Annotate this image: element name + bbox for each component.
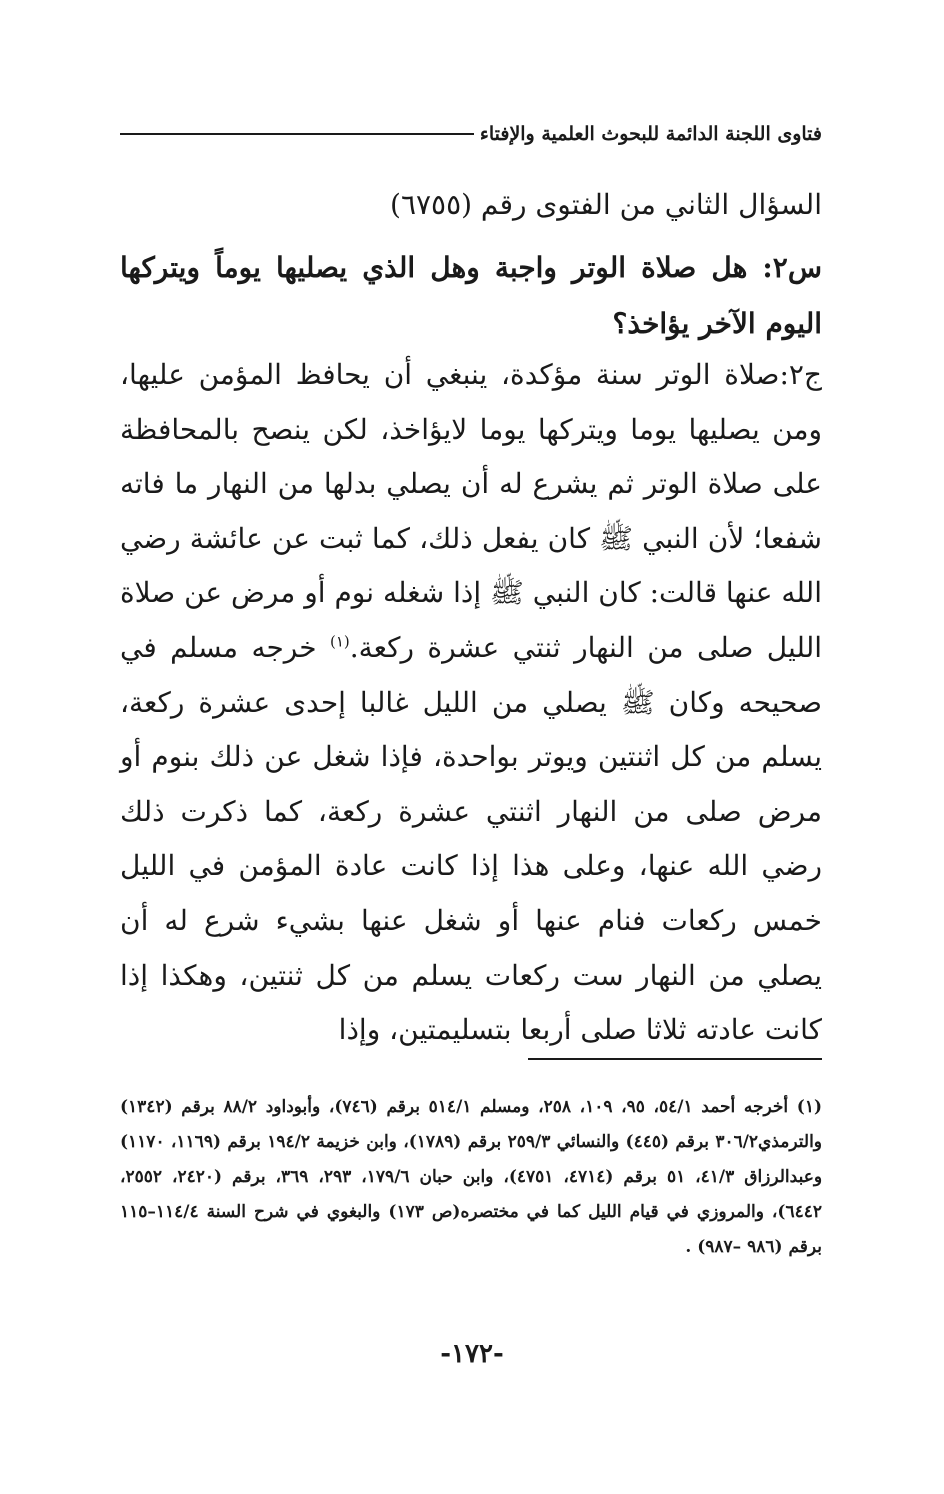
footnote-text: (١) أخرجه أحمد ٥٤/١، ٩٥، ١٠٩، ٢٥٨، ومسلم ٥١٤/١ برقم (٧٤٦)، وأبوداود ٨٨/٢ برقم (١٣٤٢) والترمذي٣٠٦/٢ برقم (٤٤٥) والنسائي ٢٥٩/٣ برقم (١٧٨٩)، وابن خزيمة ١٩٤/٢ برقم (١١٦٩، ١١٧٠) وعبدالرزاق ٤١/٣، ٥١ برقم (٤٧١٤، ٤٧٥١)، وابن حبان ١٧٩/٦، ٢٩٣، ٣٦٩، برقم (٢٤٢٠، ٢٥٥٢، ٦٤٤٢)، والمروزي في قيام الليل كما في مختصره(ص ١٧٣) والبغوي في شرح السنة ١١٤/٤–١١٥ برقم (٩٨٦ –٩٨٧) . — [120, 1097, 823, 1257]
header-rule — [120, 133, 474, 135]
running-header-title: فتاوى اللجنة الدائمة للبحوث العلمية والإفتاء — [479, 123, 822, 145]
running-header — [120, 118, 822, 150]
footnote-marker: (١) — [329, 632, 350, 651]
page-number: -١٧٢- — [440, 1339, 504, 1369]
fatwa-reference: السؤال الثاني من الفتوى رقم (٦٧٥٥) — [390, 188, 822, 221]
footnote-separator — [528, 1058, 822, 1060]
answer-part-1: ج٢:صلاة الوتر سنة مؤكدة، ينبغي أن يحافظ المؤمن عليها، ومن يصليها يوما ويتركها يوما لايؤاخذ، لكن ينصح بالمحافظة على صلاة الوتر ثم يشرع له أن يصلي بدلها من النهار ما فاته شفعا؛ لأن النبي ﷺ كان يفعل ذلك، كما ثبت عن عائشة رضي الله عنها قالت: كان النبي ﷺ إذا شغله نوم أو مرض عن صلاة الليل صلى من النهار ثنتي عشرة ركعة. — [120, 358, 823, 664]
answer-part-2: خرجه مسلم في صحيحه وكان ﷺ يصلي من الليل غالبا إحدى عشرة ركعة، يسلم من كل اثنتين ويوتر بواحدة، فإذا شغل عن ذلك بنوم أو مرض صلى من النهار اثنتي عشرة ركعة، كما ذكرت ذلك رضي الله عنها، وعلى هذا إذا كانت عادة المؤمن في الليل خمس ركعات فنام عنها أو شغل عنها بشيء شرع له أن يصلي من النهار ست ركعات يسلم من كل ثنتين، وهكذا إذا كانت عادته ثلاثا صلى أربعا بتسليمتين، وإذا — [120, 630, 822, 1047]
answer-text — [120, 348, 822, 1058]
question-text: س٢: هل صلاة الوتر واجبة وهل الذي يصليها يوماً ويتركها اليوم الآخر يؤاخذ؟ — [120, 251, 822, 340]
